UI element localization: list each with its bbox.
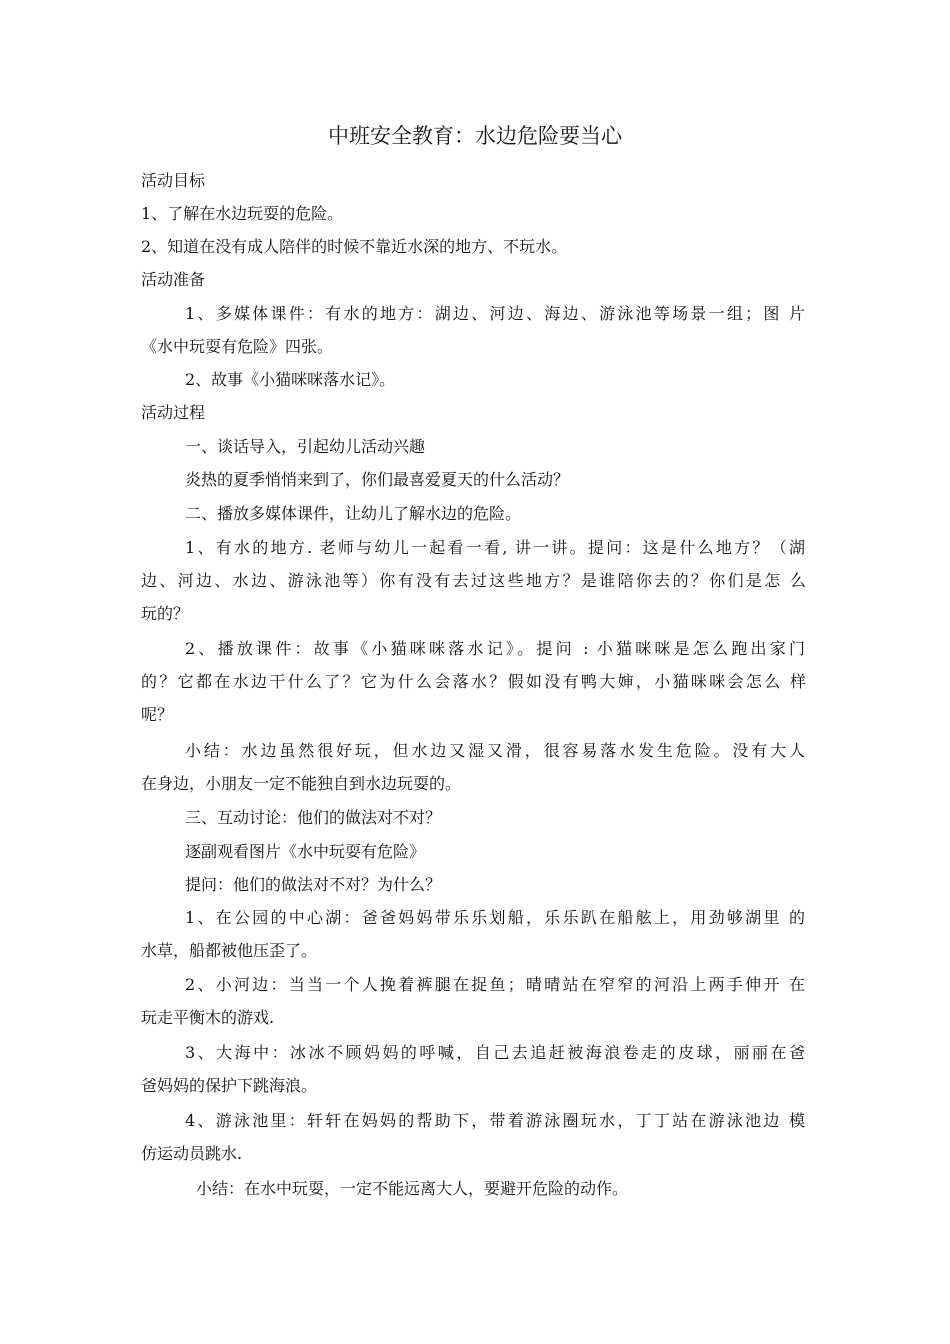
s3-item1-line2: 水草，船都被他压歪了。 [141,941,318,960]
s2-item2-line2: 的？它都在水边干什么了？它为什么会落水？假如没有鸭大婶，小猫咪咪会怎么 样 [141,672,806,691]
section-2-heading: 二、播放多媒体课件，让幼儿了解水边的危险。 [185,504,522,523]
s3-item4-line1: 4、游泳池里：轩轩在妈妈的帮助下，带着游泳圈玩水，丁丁站在游泳池边 模 [185,1111,805,1130]
s2-item1-line3: 玩的？ [141,604,190,623]
prep-1-line2: 《水中玩耍有危险》四张。 [141,337,334,356]
prep-2: 2、故事《小猫咪咪落水记》。 [185,370,396,389]
goal-1: 1、了解在水边玩耍的危险。 [141,204,344,223]
section-1-text: 炎热的夏季悄悄来到了，你们最喜爱夏天的什么活动？ [185,470,570,489]
s2-summary-line1: 小结：水边虽然很好玩，但水边又湿又滑，很容易落水发生危险。没有大人 [185,741,805,760]
section-3-heading: 三、互动讨论：他们的做法对不对？ [185,808,442,827]
prep-heading: 活动准备 [141,270,206,289]
s2-item2-line1: 2、播放课件：故事《小猫咪咪落水记》。提问 : 小猫咪咪是怎么跑出家门 [185,639,805,658]
s3-item4-line2: 仿运动员跳水. [141,1144,243,1163]
process-heading: 活动过程 [141,403,206,422]
s3-intro: 逐副观看图片《水中玩耍有危险》 [185,842,426,861]
s3-item3-line1: 3、大海中：冰冰不顾妈妈的呼喊，自己去追赶被海浪卷走的皮球，丽丽在爸 [185,1043,805,1062]
s3-item1-line1: 1、在公园的中心湖：爸爸妈妈带乐乐划船，乐乐趴在船舷上，用劲够湖里 的 [185,908,805,927]
prep-1-line1: 1、多媒体课件：有水的地方：湖边、河边、海边、游泳池等场景一组；图 片 [185,304,805,323]
s3-question: 提问：他们的做法对不对？为什么？ [185,875,442,894]
s2-item1-line1: 1、有水的地方. 老师与幼儿一起看一看, 讲一讲。提问：这是什么地方？（湖 [185,538,805,557]
s3-summary: 小结：在水中玩耍，一定不能远离大人，要避开危险的动作。 [196,1179,629,1198]
goals-heading: 活动目标 [141,171,206,190]
s3-item2-line2: 玩走平衡木的游戏. [141,1008,275,1027]
document-title: 中班安全教育：水边危险要当心 [328,124,622,148]
s3-item3-line2: 爸妈妈的保护下跳海浪。 [141,1076,318,1095]
s3-item2-line1: 2、小河边：当当一个人挽着裤腿在捉鱼；晴晴站在窄窄的河沿上两手伸开 在 [185,975,805,994]
s2-item2-line3: 呢？ [141,705,174,724]
s2-summary-line2: 在身边，小朋友一定不能独自到水边玩耍的。 [141,774,462,793]
s2-item1-line2: 边、河边、水边、游泳池等）你有没有去过这些地方？是谁陪你去的？你们是怎 么 [141,571,806,590]
goal-2: 2、知道在没有成人陪伴的时候不靠近水深的地方、不玩水。 [141,237,568,256]
section-1-heading: 一、谈话导入，引起幼儿活动兴趣 [185,437,426,456]
